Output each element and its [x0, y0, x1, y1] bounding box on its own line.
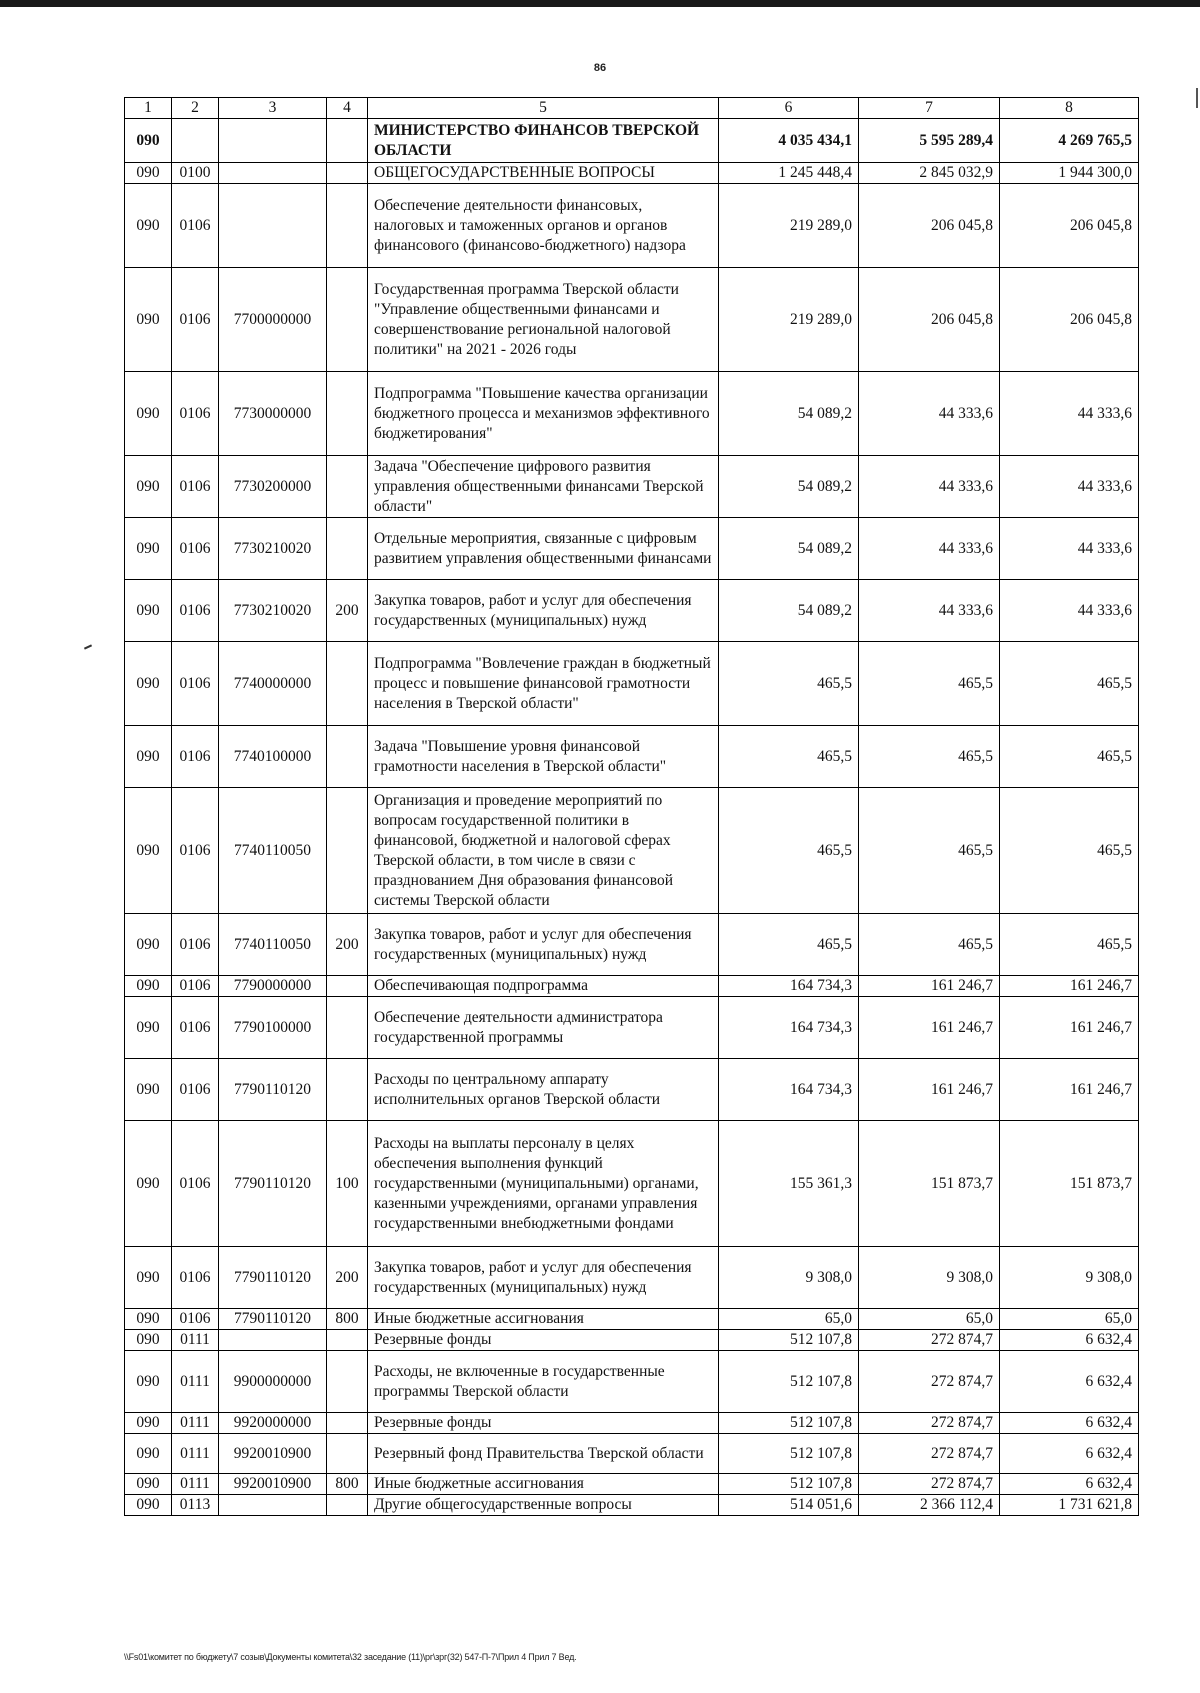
- code-expense-type-cell: [327, 1495, 368, 1516]
- code-section-cell: 0106: [172, 580, 219, 642]
- code-section-cell: 0106: [172, 976, 219, 997]
- table-row: [125, 1434, 1139, 1474]
- value-col7-cell: 272 874,7: [859, 1413, 1000, 1434]
- table-row: [125, 1413, 1139, 1434]
- code-expense-type-cell: [327, 976, 368, 997]
- value-col8-cell: 206 045,8: [1000, 184, 1139, 268]
- code-admin-cell: 090: [125, 1121, 172, 1247]
- value-col7-cell: 2 366 112,4: [859, 1495, 1000, 1516]
- value-col7-cell: 272 874,7: [859, 1434, 1000, 1474]
- value-col7-cell: 272 874,7: [859, 1351, 1000, 1413]
- value-col8-cell: 465,5: [1000, 726, 1139, 788]
- value-col6-cell: 465,5: [719, 642, 859, 726]
- code-expense-type-cell: [327, 184, 368, 268]
- description-cell: Организация и проведение мероприятий по вопросам государственной политики в финансовой, бюджетной и налоговой сферах Тверской области, в том числе в связи с празднованием Дня образования финансовой системы Тверской области: [368, 788, 719, 914]
- description-cell: Закупка товаров, работ и услуг для обеспечения государственных (муниципальных) нужд: [368, 1247, 719, 1309]
- code-target-cell: 7790110120: [219, 1059, 327, 1121]
- code-target-cell: 7790000000: [219, 976, 327, 997]
- code-target-cell: [219, 184, 327, 268]
- code-section-cell: 0106: [172, 726, 219, 788]
- description-cell: ОБЩЕГОСУДАРСТВЕННЫЕ ВОПРОСЫ: [368, 163, 719, 184]
- code-admin-cell: 090: [125, 119, 172, 163]
- code-target-cell: 7740110050: [219, 914, 327, 976]
- value-col8-cell: 465,5: [1000, 642, 1139, 726]
- code-expense-type-cell: [327, 788, 368, 914]
- page-number: 86: [593, 62, 607, 74]
- code-expense-type-cell: [327, 518, 368, 580]
- value-col6-cell: 155 361,3: [719, 1121, 859, 1247]
- code-section-cell: 0106: [172, 1309, 219, 1330]
- value-col6-cell: 164 734,3: [719, 1059, 859, 1121]
- value-col8-cell: 44 333,6: [1000, 580, 1139, 642]
- table-row: [125, 642, 1139, 726]
- value-col7-cell: 465,5: [859, 788, 1000, 914]
- value-col6-cell: 465,5: [719, 788, 859, 914]
- code-section-cell: 0111: [172, 1434, 219, 1474]
- code-admin-cell: 090: [125, 372, 172, 456]
- table-row: [125, 518, 1139, 580]
- value-col6-cell: 219 289,0: [719, 268, 859, 372]
- description-cell: Расходы, не включенные в государственные программы Тверской области: [368, 1351, 719, 1413]
- table-row: [125, 372, 1139, 456]
- code-section-cell: 0111: [172, 1351, 219, 1413]
- code-target-cell: 9920000000: [219, 1413, 327, 1434]
- code-admin-cell: 090: [125, 1330, 172, 1351]
- header-cell-7: 7: [859, 98, 1000, 119]
- code-expense-type-cell: [327, 456, 368, 518]
- code-target-cell: 7740100000: [219, 726, 327, 788]
- table-row: [125, 1474, 1139, 1495]
- value-col8-cell: 44 333,6: [1000, 456, 1139, 518]
- code-section-cell: 0111: [172, 1413, 219, 1434]
- code-expense-type-cell: [327, 1413, 368, 1434]
- description-cell: Резервные фонды: [368, 1413, 719, 1434]
- value-col8-cell: 9 308,0: [1000, 1247, 1139, 1309]
- table-row: [125, 1121, 1139, 1247]
- table-row: [125, 580, 1139, 642]
- code-admin-cell: 090: [125, 1247, 172, 1309]
- description-cell: МИНИСТЕРСТВО ФИНАНСОВ ТВЕРСКОЙ ОБЛАСТИ: [368, 119, 719, 163]
- value-col8-cell: 1 944 300,0: [1000, 163, 1139, 184]
- description-cell: Подпрограмма "Повышение качества организации бюджетного процесса и механизмов эффективного бюджетирования": [368, 372, 719, 456]
- code-target-cell: 7730000000: [219, 372, 327, 456]
- code-target-cell: 7730210020: [219, 518, 327, 580]
- value-col6-cell: 54 089,2: [719, 580, 859, 642]
- code-target-cell: 7790100000: [219, 997, 327, 1059]
- value-col6-cell: 9 308,0: [719, 1247, 859, 1309]
- code-section-cell: 0106: [172, 456, 219, 518]
- code-target-cell: 9900000000: [219, 1351, 327, 1413]
- value-col6-cell: 512 107,8: [719, 1434, 859, 1474]
- value-col6-cell: 512 107,8: [719, 1413, 859, 1434]
- value-col8-cell: 44 333,6: [1000, 372, 1139, 456]
- code-admin-cell: 090: [125, 642, 172, 726]
- header-cell-6: 6: [719, 98, 859, 119]
- header-cell-2: 2: [172, 98, 219, 119]
- value-col8-cell: 6 632,4: [1000, 1351, 1139, 1413]
- code-admin-cell: 090: [125, 1351, 172, 1413]
- value-col6-cell: 65,0: [719, 1309, 859, 1330]
- description-cell: Иные бюджетные ассигнования: [368, 1309, 719, 1330]
- description-cell: Иные бюджетные ассигнования: [368, 1474, 719, 1495]
- value-col7-cell: 44 333,6: [859, 580, 1000, 642]
- table-row: [125, 163, 1139, 184]
- code-expense-type-cell: 200: [327, 1247, 368, 1309]
- value-col8-cell: 6 632,4: [1000, 1330, 1139, 1351]
- value-col6-cell: 512 107,8: [719, 1351, 859, 1413]
- code-target-cell: 7730210020: [219, 580, 327, 642]
- value-col7-cell: 161 246,7: [859, 997, 1000, 1059]
- value-col7-cell: 465,5: [859, 914, 1000, 976]
- code-section-cell: 0106: [172, 518, 219, 580]
- code-admin-cell: 090: [125, 1059, 172, 1121]
- table-row: [125, 184, 1139, 268]
- code-target-cell: [219, 1330, 327, 1351]
- code-admin-cell: 090: [125, 914, 172, 976]
- code-section-cell: 0106: [172, 1121, 219, 1247]
- value-col7-cell: 161 246,7: [859, 976, 1000, 997]
- code-expense-type-cell: [327, 1059, 368, 1121]
- description-cell: Государственная программа Тверской области "Управление общественными финансами и совершенствование региональной налоговой политики" на 2021 - 2026 годы: [368, 268, 719, 372]
- code-target-cell: 9920010900: [219, 1474, 327, 1495]
- value-col6-cell: 164 734,3: [719, 976, 859, 997]
- value-col7-cell: 272 874,7: [859, 1330, 1000, 1351]
- code-section-cell: 0106: [172, 1247, 219, 1309]
- code-admin-cell: 090: [125, 184, 172, 268]
- code-admin-cell: 090: [125, 1309, 172, 1330]
- table-row: [125, 1351, 1139, 1413]
- code-expense-type-cell: [327, 268, 368, 372]
- code-expense-type-cell: 800: [327, 1309, 368, 1330]
- description-cell: Расходы по центральному аппарату исполнительных органов Тверской области: [368, 1059, 719, 1121]
- code-section-cell: 0113: [172, 1495, 219, 1516]
- table-row: [125, 456, 1139, 518]
- value-col7-cell: 44 333,6: [859, 456, 1000, 518]
- value-col7-cell: 272 874,7: [859, 1474, 1000, 1495]
- code-section-cell: 0106: [172, 268, 219, 372]
- value-col6-cell: 54 089,2: [719, 372, 859, 456]
- table-row: [125, 119, 1139, 163]
- code-expense-type-cell: [327, 163, 368, 184]
- code-expense-type-cell: [327, 372, 368, 456]
- value-col8-cell: 161 246,7: [1000, 997, 1139, 1059]
- description-cell: Резервные фонды: [368, 1330, 719, 1351]
- table-row: [125, 268, 1139, 372]
- code-section-cell: 0106: [172, 184, 219, 268]
- value-col6-cell: 54 089,2: [719, 456, 859, 518]
- value-col8-cell: 465,5: [1000, 788, 1139, 914]
- value-col7-cell: 151 873,7: [859, 1121, 1000, 1247]
- description-cell: Другие общегосударственные вопросы: [368, 1495, 719, 1516]
- code-section-cell: 0106: [172, 642, 219, 726]
- header-cell-3: 3: [219, 98, 327, 119]
- code-admin-cell: 090: [125, 1474, 172, 1495]
- code-target-cell: 7740000000: [219, 642, 327, 726]
- value-col6-cell: 164 734,3: [719, 997, 859, 1059]
- value-col8-cell: 161 246,7: [1000, 976, 1139, 997]
- code-target-cell: 7790110120: [219, 1121, 327, 1247]
- description-cell: Закупка товаров, работ и услуг для обеспечения государственных (муниципальных) нужд: [368, 914, 719, 976]
- value-col6-cell: 514 051,6: [719, 1495, 859, 1516]
- description-cell: Отдельные мероприятия, связанные с цифровым развитием управления общественными финансами: [368, 518, 719, 580]
- code-admin-cell: 090: [125, 268, 172, 372]
- code-admin-cell: 090: [125, 726, 172, 788]
- code-section-cell: 0111: [172, 1474, 219, 1495]
- table-header-row: [125, 98, 1139, 119]
- value-col7-cell: 44 333,6: [859, 518, 1000, 580]
- value-col6-cell: 54 089,2: [719, 518, 859, 580]
- code-target-cell: 7700000000: [219, 268, 327, 372]
- code-section-cell: 0100: [172, 163, 219, 184]
- value-col6-cell: 465,5: [719, 914, 859, 976]
- value-col8-cell: 65,0: [1000, 1309, 1139, 1330]
- code-target-cell: [219, 119, 327, 163]
- description-cell: Обеспечение деятельности администратора государственной программы: [368, 997, 719, 1059]
- code-admin-cell: 090: [125, 976, 172, 997]
- header-cell-8: 8: [1000, 98, 1139, 119]
- description-cell: Обеспечение деятельности финансовых, налоговых и таможенных органов и органов финансового (финансово-бюджетного) надзора: [368, 184, 719, 268]
- table-row: [125, 997, 1139, 1059]
- code-admin-cell: 090: [125, 1413, 172, 1434]
- description-cell: Закупка товаров, работ и услуг для обеспечения государственных (муниципальных) нужд: [368, 580, 719, 642]
- value-col8-cell: 6 632,4: [1000, 1474, 1139, 1495]
- code-expense-type-cell: 100: [327, 1121, 368, 1247]
- code-section-cell: 0106: [172, 914, 219, 976]
- budget-table: [124, 97, 1139, 1516]
- footer-file-path: \\Fs01\комитет по бюджету\7 созыв\Документы комитета\32 заседание (11)\рг\зрг(32) 547-П-7\Прил 4 Прил 7 Вед.: [124, 1652, 577, 1662]
- code-expense-type-cell: [327, 642, 368, 726]
- description-cell: Подпрограмма "Вовлечение граждан в бюджетный процесс и повышение финансовой грамотности населения в Тверской области": [368, 642, 719, 726]
- code-admin-cell: 090: [125, 788, 172, 914]
- value-col7-cell: 465,5: [859, 642, 1000, 726]
- code-section-cell: [172, 119, 219, 163]
- value-col6-cell: 1 245 448,4: [719, 163, 859, 184]
- description-cell: Обеспечивающая подпрограмма: [368, 976, 719, 997]
- code-target-cell: 7740110050: [219, 788, 327, 914]
- code-admin-cell: 090: [125, 997, 172, 1059]
- description-cell: Задача "Обеспечение цифрового развития управления общественными финансами Тверской области": [368, 456, 719, 518]
- code-target-cell: 9920010900: [219, 1434, 327, 1474]
- code-admin-cell: 090: [125, 1434, 172, 1474]
- value-col8-cell: 1 731 621,8: [1000, 1495, 1139, 1516]
- value-col7-cell: 206 045,8: [859, 184, 1000, 268]
- code-expense-type-cell: [327, 726, 368, 788]
- code-expense-type-cell: [327, 997, 368, 1059]
- code-target-cell: 7790110120: [219, 1247, 327, 1309]
- table-row: [125, 914, 1139, 976]
- code-expense-type-cell: [327, 1434, 368, 1474]
- code-target-cell: 7790110120: [219, 1309, 327, 1330]
- value-col6-cell: 219 289,0: [719, 184, 859, 268]
- value-col8-cell: 4 269 765,5: [1000, 119, 1139, 163]
- code-admin-cell: 090: [125, 518, 172, 580]
- value-col6-cell: 4 035 434,1: [719, 119, 859, 163]
- value-col7-cell: 2 845 032,9: [859, 163, 1000, 184]
- table-row: [125, 788, 1139, 914]
- table-row: [125, 1495, 1139, 1516]
- value-col7-cell: 65,0: [859, 1309, 1000, 1330]
- value-col8-cell: 465,5: [1000, 914, 1139, 976]
- value-col8-cell: 151 873,7: [1000, 1121, 1139, 1247]
- value-col8-cell: 6 632,4: [1000, 1413, 1139, 1434]
- value-col6-cell: 465,5: [719, 726, 859, 788]
- code-admin-cell: 090: [125, 580, 172, 642]
- code-expense-type-cell: 200: [327, 580, 368, 642]
- code-admin-cell: 090: [125, 1495, 172, 1516]
- value-col7-cell: 9 308,0: [859, 1247, 1000, 1309]
- description-cell: Резервный фонд Правительства Тверской области: [368, 1434, 719, 1474]
- code-expense-type-cell: [327, 119, 368, 163]
- code-target-cell: 7730200000: [219, 456, 327, 518]
- value-col8-cell: 161 246,7: [1000, 1059, 1139, 1121]
- code-expense-type-cell: 200: [327, 914, 368, 976]
- code-section-cell: 0106: [172, 372, 219, 456]
- table-row: [125, 726, 1139, 788]
- header-cell-1: 1: [125, 98, 172, 119]
- value-col8-cell: 206 045,8: [1000, 268, 1139, 372]
- value-col8-cell: 44 333,6: [1000, 518, 1139, 580]
- code-expense-type-cell: 800: [327, 1474, 368, 1495]
- table-row: [125, 976, 1139, 997]
- value-col7-cell: 465,5: [859, 726, 1000, 788]
- code-section-cell: 0106: [172, 788, 219, 914]
- value-col8-cell: 6 632,4: [1000, 1434, 1139, 1474]
- table-row: [125, 1059, 1139, 1121]
- table-row: [125, 1309, 1139, 1330]
- value-col7-cell: 161 246,7: [859, 1059, 1000, 1121]
- description-cell: Расходы на выплаты персоналу в целях обеспечения выполнения функций государственными (муниципальными) органами, казенными учреждениями, органами управления государственными внебюджетными фондами: [368, 1121, 719, 1247]
- value-col7-cell: 206 045,8: [859, 268, 1000, 372]
- code-target-cell: [219, 1495, 327, 1516]
- scan-edge-mark: [1196, 88, 1198, 108]
- code-section-cell: 0106: [172, 997, 219, 1059]
- code-admin-cell: 090: [125, 163, 172, 184]
- header-cell-5: 5: [368, 98, 719, 119]
- value-col6-cell: 512 107,8: [719, 1474, 859, 1495]
- code-expense-type-cell: [327, 1351, 368, 1413]
- table-row: [125, 1330, 1139, 1351]
- code-expense-type-cell: [327, 1330, 368, 1351]
- code-admin-cell: 090: [125, 456, 172, 518]
- code-target-cell: [219, 163, 327, 184]
- code-section-cell: 0106: [172, 1059, 219, 1121]
- value-col6-cell: 512 107,8: [719, 1330, 859, 1351]
- value-col7-cell: 5 595 289,4: [859, 119, 1000, 163]
- header-cell-4: 4: [327, 98, 368, 119]
- scan-top-border: [0, 0, 1200, 7]
- scan-margin-mark: [84, 644, 92, 649]
- value-col7-cell: 44 333,6: [859, 372, 1000, 456]
- table-row: [125, 1247, 1139, 1309]
- code-section-cell: 0111: [172, 1330, 219, 1351]
- description-cell: Задача "Повышение уровня финансовой грамотности населения в Тверской области": [368, 726, 719, 788]
